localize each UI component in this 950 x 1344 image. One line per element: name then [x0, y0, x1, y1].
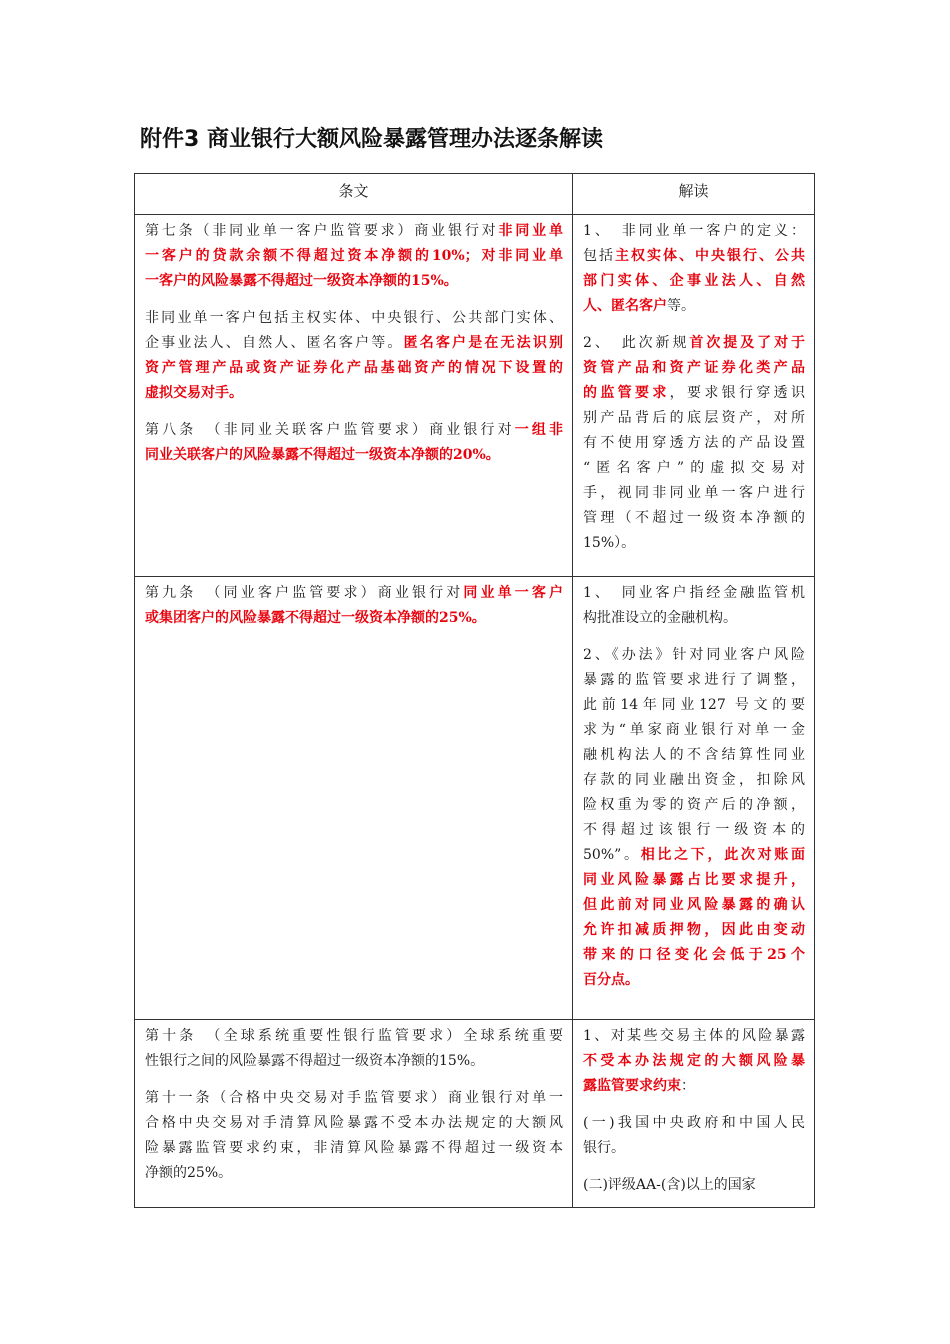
emphasis-text: 露监管要求约束	[583, 1078, 681, 1094]
text-line	[145, 306, 563, 331]
emphasis-text: 一客户的贷款余额不得超过资本净额的10%；对非同业单	[145, 248, 563, 264]
text-line	[145, 1136, 563, 1161]
body-text: 有不使用穿透方法的产品设置	[583, 435, 805, 451]
text-line	[583, 581, 805, 606]
text-line	[583, 1136, 805, 1161]
text-line	[583, 219, 805, 244]
emphasis-text: 虚拟交易对手。	[145, 385, 243, 401]
body-text: 性银行之间的风险暴露不得超过一级资本净额的15%。	[145, 1053, 485, 1069]
text-line	[145, 381, 563, 406]
text-line	[145, 269, 563, 294]
emphasis-text: 非同业单	[498, 223, 563, 239]
text-line	[583, 294, 805, 319]
text-line	[145, 581, 563, 606]
emphasis-text: 带来的口径变化会低于25个	[583, 947, 805, 963]
text-line	[583, 868, 805, 893]
text-line	[583, 718, 805, 743]
text-line	[583, 269, 805, 294]
body-text: 非同业单一客户包括主权实体、中央银行、公共部门实体、	[145, 310, 563, 326]
body-text: 2、《办法》针对同业客户风险	[583, 647, 805, 663]
header-article: 条文	[135, 174, 573, 215]
paragraph	[583, 643, 805, 993]
emphasis-text: 主权实体、中央银行、公共	[615, 248, 805, 264]
text-line	[583, 968, 805, 993]
body-text: ：	[681, 1078, 695, 1094]
text-line	[145, 443, 563, 468]
body-text: 2、 此次新规	[583, 335, 690, 351]
body-text: 企事业法人、自然人、匿名客户等。	[145, 335, 404, 351]
body-text: 包括	[583, 248, 615, 264]
paragraph	[583, 581, 805, 631]
paragraph	[145, 1086, 563, 1186]
emphasis-text: 同业关联客户的风险暴露不得超过一级资本净额的20%。	[145, 447, 500, 463]
body-text: 等。	[667, 298, 695, 314]
body-text: 50%”。	[583, 847, 641, 863]
body-text: 求为“单家商业银行对单一金	[583, 722, 805, 738]
paragraph	[145, 219, 563, 294]
body-text: 别产品背后的底层资产，对所	[583, 410, 805, 426]
text-line	[583, 381, 805, 406]
text-line	[145, 606, 563, 631]
text-line	[583, 406, 805, 431]
text-line	[583, 793, 805, 818]
text-line	[583, 456, 805, 481]
header-interpretation: 解读	[573, 174, 815, 215]
paragraph	[145, 418, 563, 468]
body-text: 管理（不超过一级资本净额的	[583, 510, 805, 526]
document-title: 附件3 商业银行大额风险暴露管理办法逐条解读	[140, 127, 603, 152]
body-text: 险权重为零的资产后的净额，	[583, 797, 805, 813]
body-text: (二)评级AA-(含)以上的国家	[583, 1177, 756, 1193]
body-text: 银行。	[583, 1140, 625, 1156]
body-text: 合格中央交易对手清算风险暴露不受本办法规定的大额风	[145, 1115, 563, 1131]
body-text: 第八条 （非同业关联客户监管要求）商业银行对	[145, 422, 515, 438]
text-line	[583, 1173, 805, 1198]
text-line	[583, 843, 805, 868]
text-line	[145, 244, 563, 269]
emphasis-text: 一组非	[514, 422, 563, 438]
body-text: 第九条 （同业客户监管要求）商业银行对	[145, 585, 464, 601]
paragraph	[145, 1024, 563, 1074]
emphasis-text: 一客户的风险暴露不得超过一级资本净额的15%。	[145, 273, 458, 289]
article-cell	[135, 215, 573, 577]
emphasis-text: 但此前对同业风险暴露的确认	[583, 897, 805, 913]
interpretation-cell	[573, 577, 815, 1020]
text-line	[583, 643, 805, 668]
text-line	[145, 418, 563, 443]
table-header-row	[135, 174, 815, 215]
body-text: 第十条 （全球系统重要性银行监管要求）全球系统重要	[145, 1028, 563, 1044]
text-line	[583, 1024, 805, 1049]
text-line	[583, 356, 805, 381]
emphasis-text: 资管产品和资产证券化类产品	[583, 360, 805, 376]
body-text: 此前14年同业127 号文的要	[583, 697, 805, 713]
text-line	[583, 531, 805, 556]
body-text: 第十一条（合格中央交易对手监管要求）商业银行对单一	[145, 1090, 563, 1106]
body-text: 1、 同业客户指经金融监管机	[583, 585, 805, 601]
interpretation-cell	[573, 215, 815, 577]
text-line	[145, 1024, 563, 1049]
article-cell	[135, 577, 573, 1020]
table-row	[135, 577, 815, 1020]
text-line	[583, 893, 805, 918]
body-text: 第七条（非同业单一客户监管要求）商业银行对	[145, 223, 499, 239]
text-line	[145, 1049, 563, 1074]
article-cell	[135, 1020, 573, 1208]
text-line	[583, 481, 805, 506]
emphasis-text: 部门实体、企事业法人、自然	[583, 273, 805, 289]
body-text: 15%）。	[583, 535, 636, 551]
emphasis-text: 百分点。	[583, 972, 639, 988]
text-line	[145, 219, 563, 244]
text-line	[583, 244, 805, 269]
paragraph	[145, 581, 563, 631]
emphasis-text: 人、匿名客户	[583, 298, 667, 314]
body-text: 净额的25%。	[145, 1165, 233, 1181]
body-text: (一)我国中央政府和中国人民	[583, 1115, 805, 1131]
text-line	[145, 1086, 563, 1111]
text-line	[145, 356, 563, 381]
body-text: “匿名客户”的虚拟交易对	[583, 460, 805, 476]
paragraph	[583, 1024, 805, 1099]
emphasis-text: 允许扣减质押物，因此由变动	[583, 922, 805, 938]
text-line	[583, 1049, 805, 1074]
emphasis-text: 同业单一客户	[463, 585, 563, 601]
body-text: 融机构法人的不含结算性同业	[583, 747, 805, 763]
text-line	[583, 918, 805, 943]
body-text: 不得超过该银行一级资本的	[583, 822, 805, 838]
body-text: 手，视同非同业单一客户进行	[583, 485, 805, 501]
text-line	[145, 1111, 563, 1136]
table-row	[135, 215, 815, 577]
body-text: ，要求银行穿透识	[669, 385, 806, 401]
body-text: 1、 非同业单一客户的定义：	[583, 223, 805, 239]
paragraph	[583, 331, 805, 556]
text-line	[583, 943, 805, 968]
paragraph	[583, 1173, 805, 1198]
text-line	[145, 331, 563, 356]
body-text: 暴露的监管要求进行了调整，	[583, 672, 805, 688]
text-line	[583, 606, 805, 631]
emphasis-text: 的监管要求	[583, 385, 670, 401]
text-line	[583, 668, 805, 693]
emphasis-text: 匿名客户是在无法识别	[403, 335, 564, 351]
text-line	[145, 1161, 563, 1186]
body-text: 险暴露监管要求约束，非清算风险暴露不得超过一级资本	[145, 1140, 563, 1156]
emphasis-text: 不受本办法规定的大额风险暴	[583, 1053, 805, 1069]
emphasis-text: 相比之下，此次对账面	[640, 847, 806, 863]
interpretation-cell	[573, 1020, 815, 1208]
emphasis-text: 或集团客户的风险暴露不得超过一级资本净额的25%。	[145, 610, 486, 626]
text-line	[583, 743, 805, 768]
text-line	[583, 693, 805, 718]
text-line	[583, 1111, 805, 1136]
body-text: 1、对某些交易主体的风险暴露	[583, 1028, 805, 1044]
emphasis-text: 同业风险暴露占比要求提升，	[583, 872, 805, 888]
table-row	[135, 1020, 815, 1208]
emphasis-text: 首次提及了对于	[689, 335, 805, 351]
paragraph	[583, 219, 805, 319]
text-line	[583, 1074, 805, 1099]
text-line	[583, 818, 805, 843]
text-line	[583, 431, 805, 456]
interpretation-table	[134, 173, 815, 1208]
paragraph	[583, 1111, 805, 1161]
text-line	[583, 506, 805, 531]
text-line	[583, 331, 805, 356]
text-line	[583, 768, 805, 793]
body-text: 存款的同业融出资金，扣除风	[583, 772, 805, 788]
paragraph	[145, 306, 563, 406]
emphasis-text: 资产管理产品或资产证券化产品基础资产的情况下设置的	[145, 360, 563, 376]
body-text: 构批准设立的金融机构。	[583, 610, 737, 626]
